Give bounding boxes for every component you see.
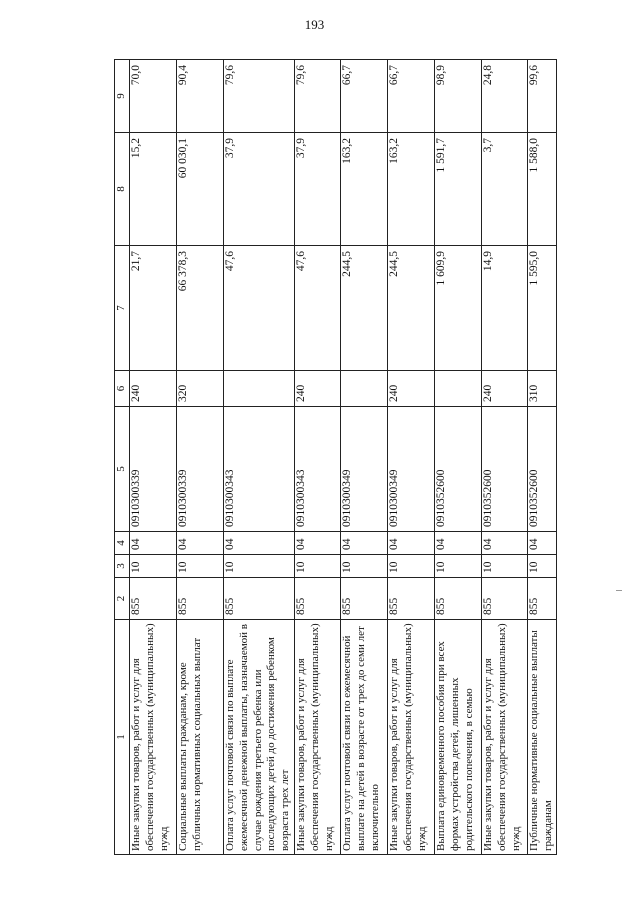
cell-plan: 66 378,3 bbox=[177, 246, 224, 371]
cell-admin-code: 855 bbox=[177, 578, 224, 620]
cell-section: 10 bbox=[341, 555, 388, 578]
cell-subsection: 04 bbox=[482, 532, 528, 555]
cell-target-item: 0910300339 bbox=[177, 407, 224, 532]
cell-admin-code: 855 bbox=[341, 578, 388, 620]
row-name: Социальные выплаты гражданам, кроме публичных нормативных социальных выплат bbox=[177, 620, 224, 855]
table-row bbox=[435, 60, 482, 855]
column-header: 9 bbox=[115, 60, 130, 133]
cell-percent: 70,0 bbox=[130, 60, 177, 133]
cell-plan: 14,9 bbox=[482, 246, 528, 371]
table-row bbox=[482, 60, 528, 855]
cell-subsection: 04 bbox=[341, 532, 388, 555]
cell-actual: 163,2 bbox=[341, 133, 388, 246]
cell-target-item: 0910352600 bbox=[482, 407, 528, 532]
cell-expense-type: 240 bbox=[130, 371, 177, 407]
column-header: 1 bbox=[115, 620, 130, 855]
cell-subsection: 04 bbox=[177, 532, 224, 555]
cell-admin-code: 855 bbox=[130, 578, 177, 620]
cell-subsection: 04 bbox=[295, 532, 341, 555]
cell-actual: 15,2 bbox=[130, 133, 177, 246]
cell-expense-type: 320 bbox=[177, 371, 224, 407]
cell-actual: 163,2 bbox=[388, 133, 435, 246]
cell-admin-code: 855 bbox=[482, 578, 528, 620]
cell-plan: 244,5 bbox=[341, 246, 388, 371]
cell-subsection: 04 bbox=[130, 532, 177, 555]
cell-expense-type bbox=[435, 371, 482, 407]
header-row bbox=[115, 60, 130, 855]
cell-target-item: 0910300343 bbox=[224, 407, 295, 532]
scan-margin-mark bbox=[616, 590, 622, 591]
cell-percent: 90,4 bbox=[177, 60, 224, 133]
table-row bbox=[528, 60, 557, 855]
column-header: 8 bbox=[115, 133, 130, 246]
cell-target-item: 0910300349 bbox=[341, 407, 388, 532]
cell-target-item: 0910300349 bbox=[388, 407, 435, 532]
cell-target-item: 0910300339 bbox=[130, 407, 177, 532]
cell-actual: 1 591,7 bbox=[435, 133, 482, 246]
cell-plan: 1 595,0 bbox=[528, 246, 557, 371]
table-row bbox=[130, 60, 177, 855]
row-name: Иные закупки товаров, работ и услуг для обеспечения государственных (муниципальных) нужд bbox=[130, 620, 177, 855]
cell-section: 10 bbox=[388, 555, 435, 578]
cell-subsection: 04 bbox=[528, 532, 557, 555]
cell-section: 10 bbox=[295, 555, 341, 578]
cell-subsection: 04 bbox=[224, 532, 295, 555]
cell-actual: 37,9 bbox=[224, 133, 295, 246]
cell-subsection: 04 bbox=[435, 532, 482, 555]
column-header: 6 bbox=[115, 371, 130, 407]
column-header: 2 bbox=[115, 578, 130, 620]
row-name: Иные закупки товаров, работ и услуг для обеспечения государственных (муниципальных) нужд bbox=[295, 620, 341, 855]
cell-percent: 79,6 bbox=[224, 60, 295, 133]
cell-section: 10 bbox=[528, 555, 557, 578]
row-name: Оплата услуг почтовой связи по ежемесячной выплате на детей в возрасте от трех до семи лет включительно bbox=[341, 620, 388, 855]
cell-percent: 79,6 bbox=[295, 60, 341, 133]
cell-admin-code: 855 bbox=[388, 578, 435, 620]
cell-actual: 60 030,1 bbox=[177, 133, 224, 246]
cell-expense-type: 310 bbox=[528, 371, 557, 407]
cell-expense-type: 240 bbox=[295, 371, 341, 407]
cell-section: 10 bbox=[130, 555, 177, 578]
cell-section: 10 bbox=[177, 555, 224, 578]
cell-percent: 98,9 bbox=[435, 60, 482, 133]
cell-admin-code: 855 bbox=[295, 578, 341, 620]
cell-percent: 66,7 bbox=[388, 60, 435, 133]
table-row bbox=[388, 60, 435, 855]
cell-subsection: 04 bbox=[388, 532, 435, 555]
cell-target-item: 0910352600 bbox=[528, 407, 557, 532]
cell-plan: 47,6 bbox=[295, 246, 341, 371]
row-name: Выплата единовременного пособия при всех формах устройства детей, лишенных родительского попечения, в семью bbox=[435, 620, 482, 855]
budget-table bbox=[114, 60, 552, 855]
cell-admin-code: 855 bbox=[224, 578, 295, 620]
cell-expense-type: 240 bbox=[388, 371, 435, 407]
cell-plan: 1 609,9 bbox=[435, 246, 482, 371]
cell-target-item: 0910300343 bbox=[295, 407, 341, 532]
cell-section: 10 bbox=[435, 555, 482, 578]
row-name: Иные закупки товаров, работ и услуг для обеспечения государственных (муниципальных) нужд bbox=[388, 620, 435, 855]
cell-percent: 24,8 bbox=[482, 60, 528, 133]
cell-expense-type bbox=[341, 371, 388, 407]
cell-plan: 21,7 bbox=[130, 246, 177, 371]
table-row bbox=[341, 60, 388, 855]
cell-section: 10 bbox=[482, 555, 528, 578]
table-row bbox=[224, 60, 295, 855]
cell-percent: 99,6 bbox=[528, 60, 557, 133]
cell-plan: 47,6 bbox=[224, 246, 295, 371]
column-header: 4 bbox=[115, 532, 130, 555]
cell-plan: 244,5 bbox=[388, 246, 435, 371]
rotated-table-frame bbox=[114, 60, 552, 855]
row-name: Публичные нормативные социальные выплаты гражданам bbox=[528, 620, 557, 855]
cell-actual: 37,9 bbox=[295, 133, 341, 246]
cell-expense-type bbox=[224, 371, 295, 407]
table-row bbox=[177, 60, 224, 855]
column-header: 3 bbox=[115, 555, 130, 578]
cell-actual: 1 588,0 bbox=[528, 133, 557, 246]
budget-data-table bbox=[114, 59, 557, 855]
cell-admin-code: 855 bbox=[528, 578, 557, 620]
cell-section: 10 bbox=[224, 555, 295, 578]
cell-actual: 3,7 bbox=[482, 133, 528, 246]
cell-target-item: 0910352600 bbox=[435, 407, 482, 532]
column-header: 7 bbox=[115, 246, 130, 371]
row-name: Оплата услуг почтовой связи по выплате ежемесячной денежной выплаты, назначаемой в случае рождения третьего ребенка или последующих детей до достижения ребенком возраста трех лет bbox=[224, 620, 295, 855]
row-name: Иные закупки товаров, работ и услуг для обеспечения государственных (муниципальных) нужд bbox=[482, 620, 528, 855]
column-header: 5 bbox=[115, 407, 130, 532]
cell-admin-code: 855 bbox=[435, 578, 482, 620]
cell-percent: 66,7 bbox=[341, 60, 388, 133]
page-number: 193 bbox=[304, 17, 325, 32]
cell-expense-type: 240 bbox=[482, 371, 528, 407]
table-row bbox=[295, 60, 341, 855]
